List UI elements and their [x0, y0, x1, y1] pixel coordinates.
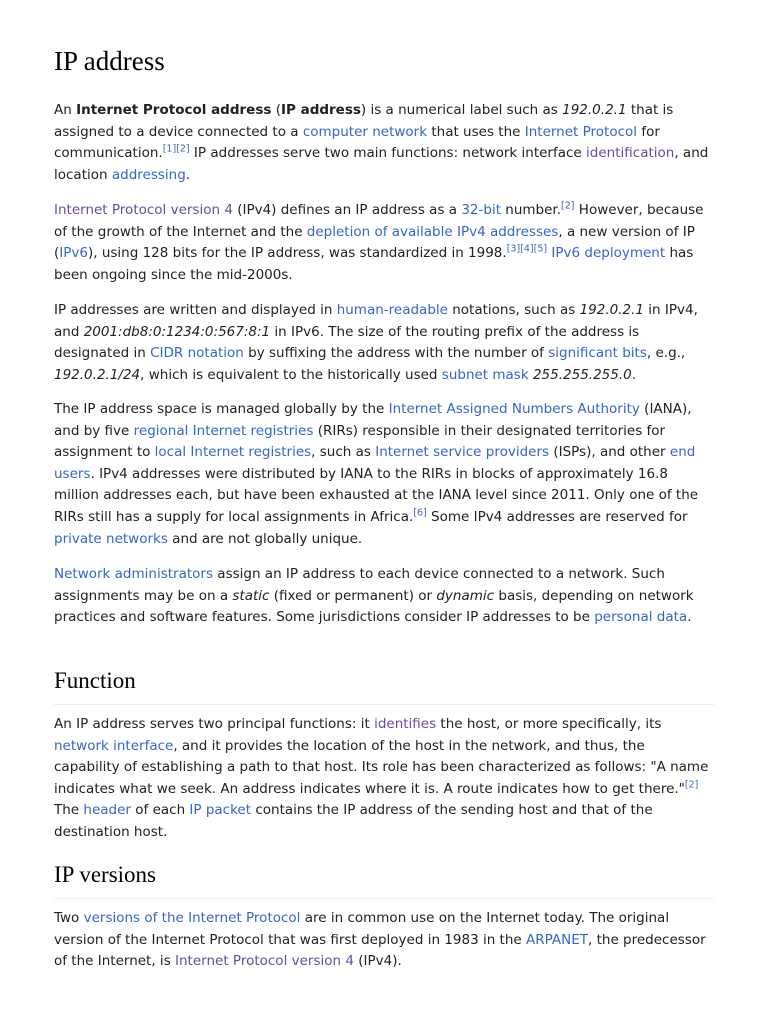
link-ipv4[interactable]: Internet Protocol version 4 — [54, 202, 233, 218]
paragraph-ipv4-ipv6: Internet Protocol version 4 (IPv4) defines an IP address as a 32-bit number.[2] However, because of the growth of the Internet and the depletion of available IPv4 addresses, a new version of IP (IPv6), using 128 bits for the IP address, was standardized in 1998.[3][4][5] IPv6 deployment has been ongoing since the mid-2000s. — [54, 200, 704, 283]
link-private-networks[interactable]: private networks — [54, 530, 168, 547]
link-identifies[interactable]: identifies — [374, 716, 437, 732]
link-ip-packet[interactable]: IP packet — [189, 802, 252, 819]
citation-2[interactable]: [2] — [561, 200, 575, 212]
paragraph-notation: IP addresses are written and displayed in human-readable notations, such as 192.0.2.1 in IPv4, and 2001:db8:0:1234:0:567:8:1 in IPv6. The size of the routing prefix of the address is designated in CIDR notation by suffixing the address with the number of significant bits, e.g., 192.0.2.1/24, which is equivalent to the historically used subnet mask 255.255.255.0. — [54, 302, 698, 383]
link-regional-internet-registries[interactable]: regional Internet registries — [133, 422, 314, 439]
citation-4[interactable]: [4] — [520, 243, 534, 255]
link-versions-of-internet-protocol[interactable]: versions of the Internet Protocol — [83, 910, 301, 926]
link-ipv4-exhaustion[interactable]: depletion of available IPv4 addresses — [306, 223, 559, 240]
link-local-internet-registries[interactable]: local Internet registries — [154, 444, 312, 461]
link-end-users[interactable]: end users — [54, 444, 696, 482]
paragraph-ip-versions: Two versions of the Internet Protocol are in common use on the Internet today. The original version of the Internet Protocol that was first deployed in 1983 in the ARPANET, the predecessor of the Internet, is Internet Protocol version 4 (IPv4). — [54, 910, 706, 970]
link-cidr-notation[interactable]: CIDR notation — [150, 345, 244, 362]
link-arpanet[interactable]: ARPANET — [526, 931, 589, 948]
citation-2[interactable]: [2] — [176, 143, 190, 155]
link-addressing[interactable]: addressing — [111, 166, 186, 183]
paragraph-address-space: The IP address space is managed globally by the Internet Assigned Numbers Authority (IANA), and by five regional Internet registries (RIRs) responsible in their designated territories for assignment to local Internet registries, such as Internet service providers (ISPs), and other end users. IPv4 addresses were distributed by IANA to the RIRs in blocks of approximately 16.8 million addresses each, but have been exhausted at the IANA level since 2011. Only one of the RIRs still has a supply for local assignments in Africa.[6] Some IPv4 addresses are reserved for private networks and are not globally unique. — [54, 401, 699, 547]
link-computer-network[interactable]: computer network — [302, 123, 428, 140]
link-significant-bits[interactable]: significant bits — [548, 345, 647, 362]
heading-ip-versions: IP versions — [54, 862, 157, 887]
link-internet-protocol[interactable]: Internet Protocol — [524, 123, 638, 140]
link-header[interactable]: header — [83, 802, 131, 819]
link-iana[interactable]: Internet Assigned Numbers Authority — [388, 401, 640, 417]
paragraph-intro: An Internet Protocol address (IP address) is a numerical label such as 192.0.2.1 that is assigned to a device connected to a computer network that uses the Internet Protocol for communication.[1][2] IP addresses serve two main functions: network interface identification, and location addressing. — [54, 102, 709, 183]
paragraph-assignment: Network administrators assign an IP address to each device connected to a network. Such assignments may be on a static (fixed or permanent) or dynamic basis, depending on network practices and software features. Some jurisdictions consider IP addresses to be personal data. — [54, 566, 694, 626]
link-network-interface[interactable]: network interface — [54, 737, 174, 754]
page-title: IP address — [54, 46, 165, 76]
link-internet-service-providers[interactable]: Internet service providers — [375, 444, 550, 461]
link-network-administrators[interactable]: Network administrators — [54, 566, 213, 582]
link-personal-data[interactable]: personal data — [594, 609, 688, 626]
link-ipv4[interactable]: Internet Protocol version 4 — [175, 953, 354, 970]
heading-function: Function — [54, 668, 136, 693]
heading-divider — [54, 898, 714, 899]
link-ipv6[interactable]: IPv6 — [59, 245, 88, 262]
link-subnet-mask[interactable]: subnet mask — [441, 366, 529, 383]
citation-2[interactable]: [2] — [684, 779, 699, 791]
citation-6[interactable]: [6] — [413, 507, 427, 519]
heading-divider — [54, 704, 714, 705]
link-32-bit[interactable]: 32-bit — [461, 202, 501, 218]
citation-1[interactable]: [1] — [162, 143, 177, 155]
citation-5[interactable]: [5] — [533, 243, 548, 255]
citation-3[interactable]: [3] — [506, 243, 521, 255]
link-ipv6-deployment[interactable]: IPv6 deployment — [551, 245, 666, 262]
link-human-readable[interactable]: human-readable — [336, 302, 448, 318]
paragraph-function: An IP address serves two principal functions: it identifies the host, or more specifically, its network interface, and it provides the location of the host in the network, and thus, the capability of establishing a path to that host. Its role has been characterized as follows: "A name indicates what we seek. An address indicates where it is. A route indicates how to get there."[2] The header of each IP packet contains the IP address of the sending host and that of the destination host. — [54, 716, 709, 840]
link-identification[interactable]: identification — [586, 145, 675, 162]
